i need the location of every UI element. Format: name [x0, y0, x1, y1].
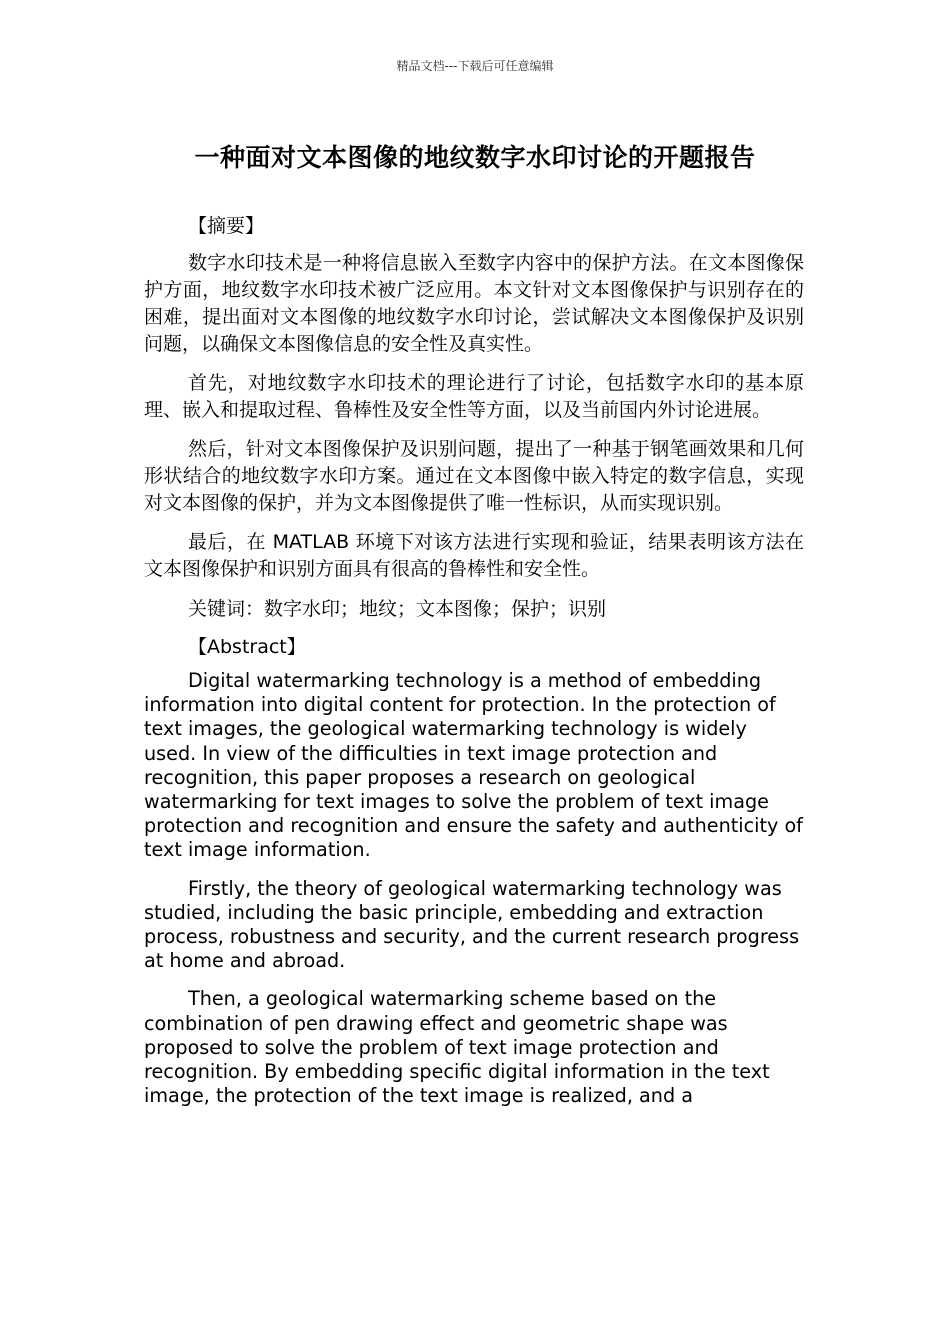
document-title: 一种面对文本图像的地纹数字水印讨论的开题报告	[194, 143, 756, 172]
abstract-zh-paragraph: 然后，针对文本图像保护及识别问题，提出了一种基于钢笔画效果和几何形状结合的地纹数字水印方案。通过在文本图像中嵌入特定的数字信息，实现对文本图像的保护，并为文本图像提供了唯一性标识，从而实现识别。	[144, 438, 804, 514]
abstract-zh-paragraph: 最后，在 MATLAB 环境下对该方法进行实现和验证，结果表明该方法在文本图像保护和识别方面具有很高的鲁棒性和安全性。	[144, 531, 804, 580]
keywords-line: 关键词：数字水印；地纹；文本图像；保护；识别	[188, 598, 607, 620]
abstract-zh-heading: 【摘要】	[188, 215, 265, 237]
abstract-zh-paragraph: 首先，对地纹数字水印技术的理论进行了讨论，包括数字水印的基本原理、嵌入和提取过程、鲁棒性及安全性等方面，以及当前国内外讨论进展。	[144, 372, 804, 421]
abstract-zh-paragraph: 数字水印技术是一种将信息嵌入至数字内容中的保护方法。在文本图像保护方面，地纹数字水印技术被广泛应用。本文针对文本图像保护与识别存在的困难，提出面对文本图像的地纹数字水印讨论，尝试解决文本图像保护及识别问题，以确保文本图像信息的安全性及真实性。	[144, 252, 804, 355]
abstract-en-heading: 【Abstract】	[188, 636, 306, 658]
document-body	[144, 212, 804, 1122]
header-note: 精品文档---下载后可任意编辑	[396, 59, 554, 73]
abstract-en-paragraph: Digital watermarking technology is a method of embedding information into digital content for protection. In the protection of text images, the geological watermarking technology is widely used. In view of the difficulties in text image protection and recognition, this paper proposes a research on geological watermarking for text images to solve the problem of text image protection and recognition and ensure the safety and authenticity of text image information.	[144, 669, 803, 862]
abstract-en-paragraph: Then, a geological watermarking scheme based on the combination of pen drawing effect and geometric shape was proposed to solve the problem of text image protection and recognition. By embedding specific digital information in the text image, the protection of the text image is realized, and a	[144, 987, 770, 1108]
abstract-en-paragraph: Firstly, the theory of geological watermarking technology was studied, including the basic principle, embedding and extraction process, robustness and security, and the current research progress at home and abroad.	[144, 876, 800, 973]
